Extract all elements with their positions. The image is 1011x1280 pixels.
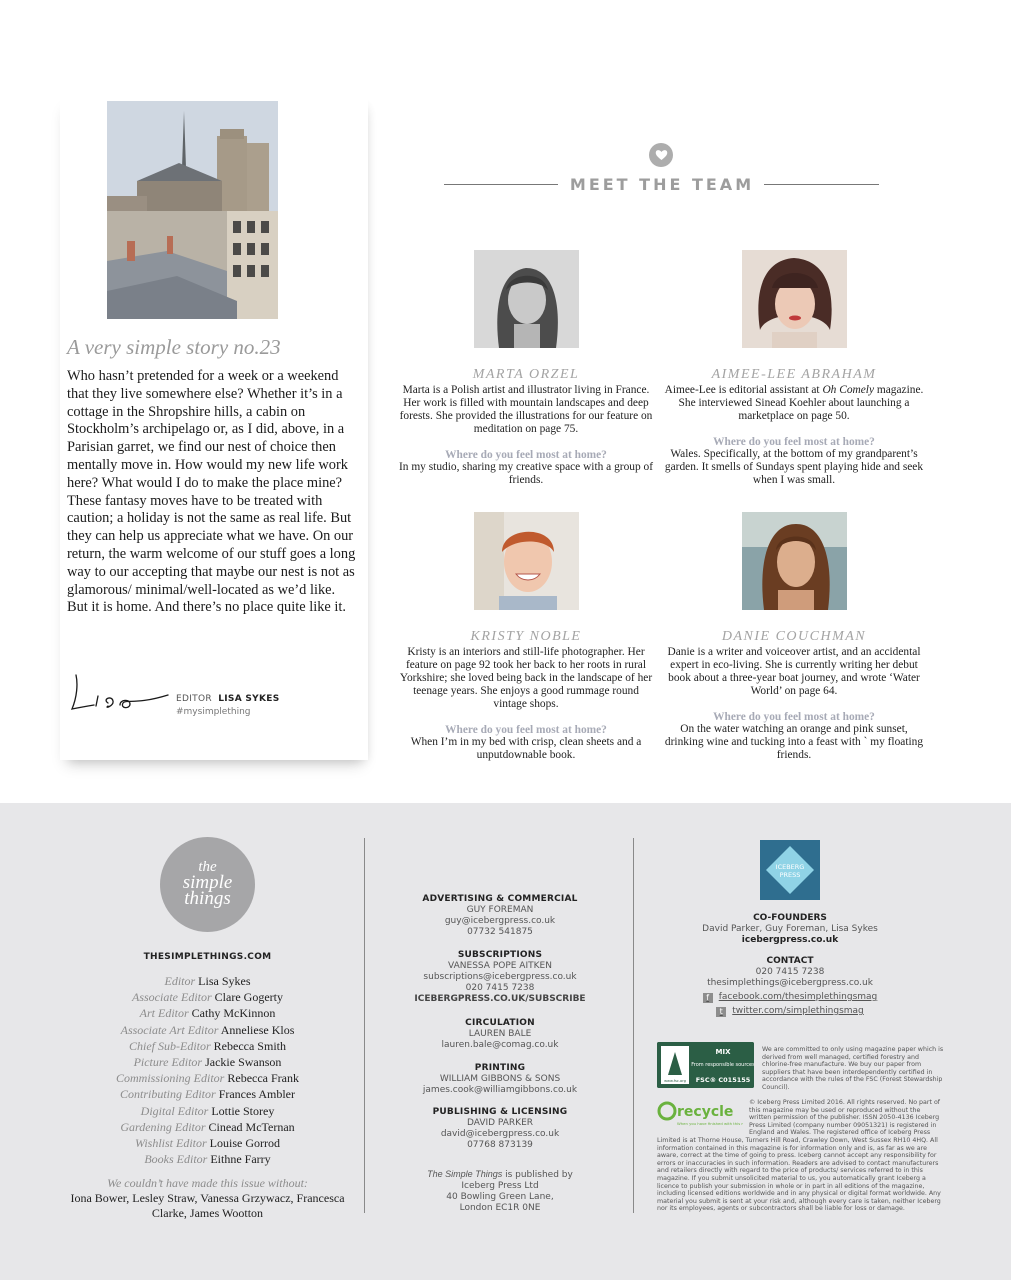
member-question: Where do you feel most at home? bbox=[445, 724, 607, 736]
letter-body: Who hasn’t pretended for a week or a weekend that they live somewhere else? Whether it’s in a cottage in the Shropshire hills, a cabin on Stockholm’s archipelago or, as I did, above, in a Parisian garret, we find our nest of choice then mentally move in. How would my new life work here? What would I do to make the place mine? These fantasy moves have to be treated with caution; a holiday is not the same as real life. But they can help us appreciate what we have. On our return, the warm welcome of our stuff goes a long way to our accepting that maybe our nest is not as glamorous/ minimal/well-located as we’d like. But it is home. And there’s no place quite like it. bbox=[67, 368, 356, 616]
member-bio: Danie is a writer and voiceover artist, and an accidental expert in eco-living. She is currently writing her debut book about a three-year boat journey, and wrote ‘Water World’ on page 64. bbox=[667, 646, 921, 697]
masthead-entry bbox=[60, 1135, 355, 1151]
thanks-names: Iona Bower, Lesley Straw, Vanessa Grzywacz, Francesca Clarke, James Wootton bbox=[70, 1191, 345, 1220]
member-answer: On the water watching an orange and pink sunset, drinking wine and tucking into a feast with ` my floating friends. bbox=[664, 723, 924, 761]
legal-notice: recycle When you have finished with this © Iceberg Press Limited 2016. All rights reserved. No part of this magazine may be used or reproduced without the written permission of the publisher. ISSN 2050-4136 Iceberg Press Limited (company number 09051321) is registered in England and Wales. The registered office of Iceberg Press Limited is at Thorne House, Turners Hill Road, Crawley Down, West Sussex RH10 4HQ. All information contained in this magazine is for information only and is, as far as we are aware, correct at the time of going to press. Iceberg cannot accept any responsibility for errors or inaccuracies in such information. Readers are advised to contact manufacturers and retailers directly with regard to the price of products/ services referred to in this magazine. If you submit unsolicited material to us, you automatically grant Iceberg a licence to publish your submission in whole or in part in all editions of the magazine, including licensed editions worldwide and in any physical or digital format worldwide. Any material you submit is sent at your risk and, although every care is taken, neither Iceberg nor its employees, agents or subcontractors shall be liable for loss or damage. bbox=[657, 1099, 941, 1213]
portrait-kristy bbox=[474, 512, 579, 610]
contact-block: CONTACT 020 7415 7238 thesimplethings@icebergpress.co.uk f facebook.com/thesimplethingsmag t twitter.com/simplethingsmag bbox=[690, 956, 890, 1017]
letter-title: A very simple story no.23 bbox=[67, 335, 281, 359]
masthead-role: Picture Editor bbox=[133, 1055, 203, 1070]
portrait-aimee-lee bbox=[742, 250, 847, 348]
circulation-block: CIRCULATION LAUREN BALE lauren.bale@comag.co.uk bbox=[441, 1018, 559, 1050]
member-question: Where do you feel most at home? bbox=[445, 449, 607, 461]
facebook-link[interactable]: f facebook.com/thesimplethingsmag bbox=[690, 992, 890, 1003]
masthead-person: Cinead McTernan bbox=[208, 1119, 295, 1134]
member-answer: In my studio, sharing my creative space with a group of friends. bbox=[398, 461, 653, 486]
heading-rule-right bbox=[764, 184, 879, 185]
masthead-person: Frances Ambler bbox=[218, 1087, 295, 1102]
heading-rule-left bbox=[444, 184, 558, 185]
svg-text:ICEBERG: ICEBERG bbox=[775, 863, 805, 871]
team-member-kristy bbox=[396, 512, 656, 762]
notre-dame-illustration bbox=[107, 101, 278, 319]
masthead-role: Associate Editor bbox=[132, 990, 212, 1005]
publisher-block: The Simple Things is published by Iceberg Press Ltd 40 Bowling Green Lane, London EC1R 0NE bbox=[427, 1169, 573, 1213]
cofounders-block: CO-FOUNDERS David Parker, Guy Foreman, Lisa Sykes icebergpress.co.uk bbox=[702, 913, 878, 945]
printing-block: PRINTING WILLIAM GIBBONS & SONS james.cook@williamgibbons.co.uk bbox=[422, 1063, 578, 1095]
masthead-role: Books Editor bbox=[144, 1152, 208, 1167]
member-name: KRISTY NOBLE bbox=[470, 629, 582, 644]
masthead-person: Lisa Sykes bbox=[198, 974, 251, 988]
svg-text:From responsible sources: From responsible sources bbox=[691, 1062, 754, 1068]
svg-text:When you have finished with th: When you have finished with this bbox=[677, 1121, 741, 1126]
masthead-person: Rebecca Frank bbox=[227, 1071, 299, 1086]
masthead-entry bbox=[60, 1022, 355, 1038]
masthead-entry bbox=[60, 1103, 355, 1119]
portrait-marta bbox=[474, 250, 579, 348]
masthead-role: Gardening Editor bbox=[120, 1119, 206, 1134]
fsc-statement: We are committed to only using magazine paper which is derived from well managed, certified forestry and chlorine-free manufacture. We buy our paper from suppliers that have been interdependently certified in accordance with the rules of the FSC (Forest Stewardship Council). bbox=[762, 1046, 944, 1091]
portrait-danie bbox=[742, 512, 847, 610]
member-name: DANIE COUCHMAN bbox=[721, 629, 867, 644]
masthead-entry bbox=[60, 1119, 355, 1135]
member-name: AIMEE-LEE ABRAHAM bbox=[711, 367, 877, 382]
svg-text:PRESS: PRESS bbox=[779, 871, 801, 879]
fsc-logo bbox=[657, 1042, 754, 1088]
masthead-footer bbox=[0, 803, 1011, 1280]
column-divider bbox=[364, 838, 365, 1213]
advertising-block: ADVERTISING & COMMERCIAL GUY FOREMAN guy@icebergpress.co.uk 07732 541875 bbox=[422, 894, 578, 937]
masthead-person: Louise Gorrod bbox=[209, 1136, 280, 1151]
subscriptions-block: SUBSCRIPTIONS VANESSA POPE AITKEN subscriptions@icebergpress.co.uk 020 7415 7238 ICEBERGPRESS.CO.UK/SUBSCRIBE bbox=[414, 950, 586, 1004]
masthead-role: Digital Editor bbox=[140, 1103, 209, 1118]
masthead-person: Lottie Storey bbox=[211, 1103, 275, 1118]
masthead-role: Commissioning Editor bbox=[116, 1071, 225, 1086]
thanks-heading: We couldn’t have made this issue without: bbox=[107, 1176, 308, 1190]
svg-text:MIX: MIX bbox=[715, 1048, 731, 1056]
member-answer: When I’m in my bed with crisp, clean sheets and a unputdownable book. bbox=[410, 736, 642, 761]
heart-icon bbox=[649, 143, 673, 167]
editor-letter-card bbox=[60, 95, 368, 760]
masthead-role: Associate Art Editor bbox=[120, 1022, 219, 1037]
masthead-person: Eithne Farry bbox=[210, 1152, 271, 1167]
masthead-entry bbox=[60, 1005, 355, 1021]
editor-hashtag: #mysimplething bbox=[176, 707, 251, 717]
member-question: Where do you feel most at home? bbox=[713, 711, 875, 723]
svg-text:www.fsc.org: www.fsc.org bbox=[664, 1079, 686, 1083]
member-bio: Kristy is an interiors and still-life photographer. Her feature on page 92 took her back to her roots in rural Yorkshire; she loved being back in the landscape of her teenage years. She enjoys a good rummage round vintage shops. bbox=[399, 646, 653, 710]
iceberg-press-logo bbox=[760, 840, 820, 900]
twitter-icon: t bbox=[716, 1007, 726, 1017]
column-divider bbox=[633, 838, 634, 1213]
masthead-role: Contributing Editor bbox=[120, 1087, 216, 1102]
team-member-marta bbox=[396, 250, 656, 487]
team-member-aimee-lee bbox=[664, 250, 924, 487]
masthead-role: Wishlist Editor bbox=[134, 1136, 207, 1151]
masthead-entry bbox=[60, 973, 355, 989]
team-member-danie bbox=[664, 512, 924, 762]
masthead-entry bbox=[60, 1151, 355, 1167]
recycle-logo bbox=[657, 1099, 745, 1135]
member-bio: Marta is a Polish artist and illustrator living in France. Her work is filled with mountain landscapes and deep forests. She provided the illustrations for our feature on meditation on page 75. bbox=[399, 384, 653, 435]
masthead-role: Editor bbox=[164, 974, 196, 988]
masthead-entry bbox=[60, 1070, 355, 1086]
masthead-person: Jackie Swanson bbox=[205, 1055, 282, 1070]
masthead-person: Anneliese Klos bbox=[220, 1022, 295, 1037]
editor-signature bbox=[68, 669, 172, 719]
svg-text:recycle: recycle bbox=[677, 1104, 734, 1120]
masthead-entry bbox=[60, 1038, 355, 1054]
facebook-icon: f bbox=[703, 993, 713, 1003]
publishing-block: PUBLISHING & LICENSING DAVID PARKER david@icebergpress.co.uk 07768 873139 bbox=[432, 1107, 568, 1150]
member-name: MARTA ORZEL bbox=[472, 367, 580, 382]
the-simple-things-logo: the simple things bbox=[160, 837, 255, 932]
masthead-role: Chief Sub-Editor bbox=[129, 1038, 211, 1053]
masthead-entry bbox=[60, 1086, 355, 1102]
paris-rooftops-photo bbox=[107, 101, 278, 319]
editor-name: LISA SYKES bbox=[218, 694, 280, 704]
masthead-role: Art Editor bbox=[139, 1006, 189, 1021]
twitter-link[interactable]: t twitter.com/simplethingsmag bbox=[690, 1006, 890, 1017]
masthead-entry bbox=[60, 989, 355, 1005]
masthead-entry bbox=[60, 1054, 355, 1070]
masthead-person: Clare Gogerty bbox=[214, 990, 283, 1005]
masthead-person: Rebecca Smith bbox=[213, 1038, 286, 1053]
svg-text:FSC® C015155: FSC® C015155 bbox=[695, 1076, 751, 1084]
member-bio: Aimee-Lee is editorial assistant at Oh Comely magazine. She interviewed Sinead Koehler about launching a marketplace on page 50. bbox=[664, 384, 924, 422]
site-url: THESIMPLETHINGS.COM bbox=[143, 952, 272, 962]
masthead-list bbox=[60, 973, 355, 1167]
member-question: Where do you feel most at home? bbox=[713, 436, 875, 448]
masthead-person: Cathy McKinnon bbox=[191, 1006, 276, 1021]
member-answer: Wales. Specifically, at the bottom of my grandparent’s garden. It smells of Sundays spent playing hide and seek when I was small. bbox=[664, 448, 924, 486]
editor-credit: EDITOR LISA SYKES bbox=[176, 694, 280, 704]
meet-the-team-heading: MEET THE TEAM bbox=[569, 175, 755, 194]
